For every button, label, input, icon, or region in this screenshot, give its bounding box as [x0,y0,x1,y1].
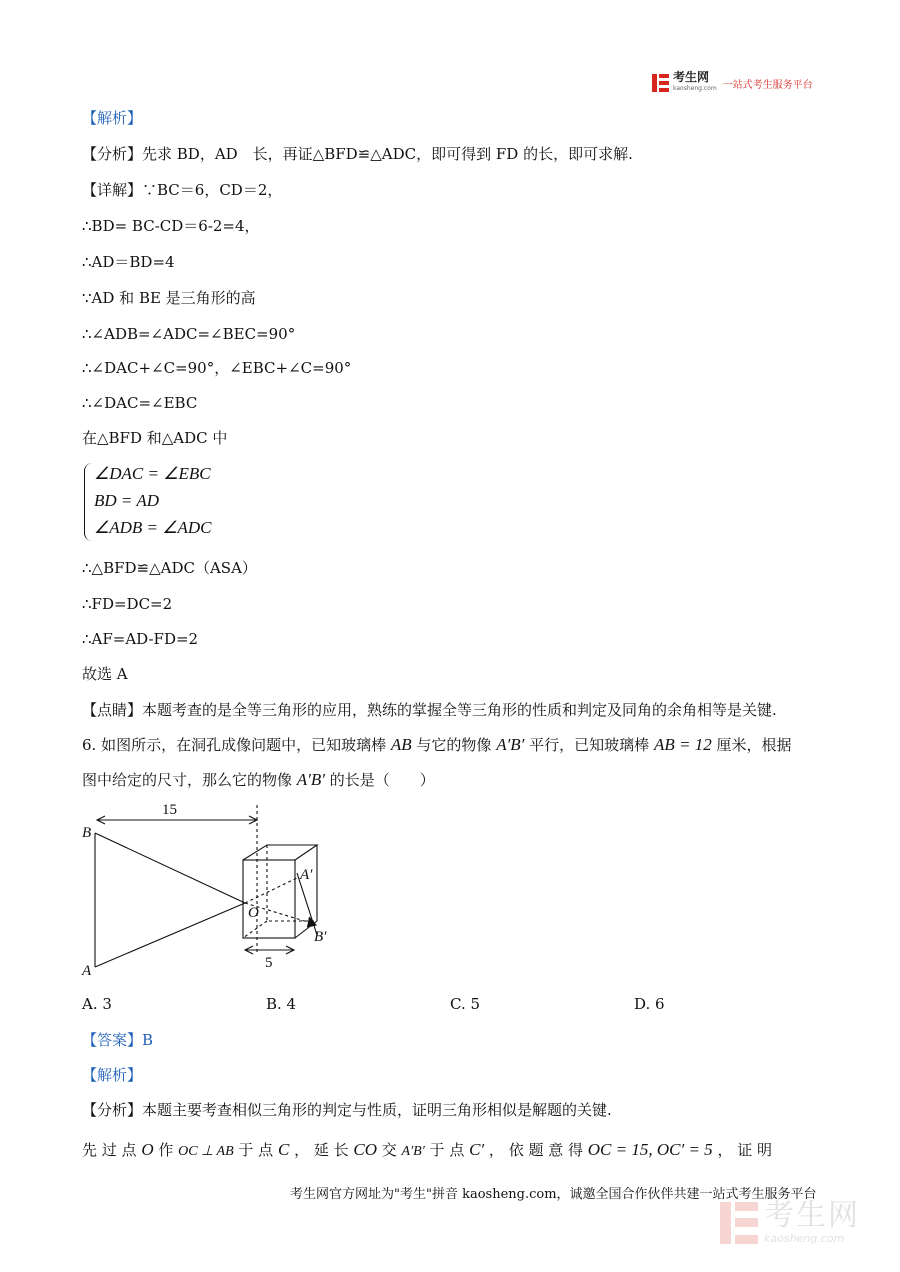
step-line: ∴AD＝BD=4 [82,253,175,271]
question-6-line-1: 6. 如图所示，在洞孔成像问题中，已知玻璃棒 AB 与它的物像 A′B′ 平行，已知玻璃棒 AB = 12 厘米，根据 [82,735,792,754]
question-6-line-2: 图中给定的尺寸，那么它的物像 A′B′ 的长是（ ） [82,770,435,789]
section-tag-jiexi-2: 【解析】 [82,1066,143,1084]
analysis-line-2: 【分析】本题主要考查相似三角形的判定与性质，证明三角形相似是解题的关键. [82,1101,612,1119]
detail-line: 【详解】∵BC＝6，CD＝2， [82,181,283,199]
system-eq-1: ∠DAC = ∠EBC [94,464,211,483]
header-slogan: 一站式考生服务平台 [722,79,813,91]
ray-o-aprime [245,877,299,903]
step-line: 在△BFD 和△ADC 中 [82,429,228,447]
step-line: ∴AF=AD-FD=2 [82,630,199,648]
option-c: C. 5 [450,995,481,1013]
watermark-logo-icon [720,1202,758,1244]
logo-name: 考生网 [673,70,710,84]
answer-line: 【答案】B [82,1031,154,1049]
system-eq-3: ∠ADB = ∠ADC [94,518,212,537]
box-top [243,845,317,860]
logo-domain: kaosheng.com [673,85,717,92]
step-line: ∵AD 和 BE 是三角形的高 [82,289,256,307]
box-hidden-diag [243,921,267,938]
proof-line: 先 过 点 O 作 OC ⊥ AB 于 点 C ， 延 长 CO 交 A′B′ 于 点 C′ ， 依 题 意 得 OC = 15, OC′ = 5 ， 证 明 [82,1140,772,1159]
comment-line: 【点睛】本题考查的是全等三角形的应用，熟练的掌握全等三角形的性质和判定及同角的余角相等是关键. [82,701,777,719]
label-b: B [82,825,92,841]
label-aprime: A′ [300,867,313,883]
header-logo [652,72,813,94]
label-5: 5 [265,955,273,971]
option-b: B. 4 [266,995,297,1013]
step-line: ∴∠DAC=∠EBC [82,394,198,412]
kaosheng-logo-icon [652,74,669,92]
watermark [720,1200,860,1245]
system-eq-2: BD = AD [94,491,159,510]
analysis-line: 【分析】先求 BD，AD 长，再证△BFD≌△ADC，即可得到 FD 的长，即可求解. [82,145,633,163]
label-a: A [82,963,92,979]
step-line: ∴BD= BC-CD＝6-2=4， [82,217,260,235]
step-line: ∴∠ADB=∠ADC=∠BEC=90° [82,325,296,343]
section-tag-jiexi: 【解析】 [82,109,143,127]
step-line: ∴FD=DC=2 [82,595,173,613]
watermark-domain: kaosheng.com [764,1232,845,1245]
equation-brace [84,463,93,541]
box-front [243,860,295,938]
option-d: D. 6 [634,995,665,1013]
step-line: ∴△BFD≌△ADC（ASA） [82,559,257,577]
label-bprime: B′ [314,929,327,945]
watermark-name: 考生网 [764,1198,860,1233]
box-hidden-edges [267,845,317,921]
option-a: A. 3 [82,995,112,1013]
label-o: O [248,905,259,921]
footer-text: 考生网官方网址为"考生"拼音 kaosheng.com，诚邀全国合作伙伴共建一站式考生服务平台 [290,1187,817,1202]
ray-a-o [95,903,245,967]
ray-b-o [95,833,245,903]
label-15: 15 [162,802,177,818]
pinhole-figure [78,795,348,985]
step-line: 故选 A [82,665,128,683]
step-line: ∴∠DAC+∠C=90°，∠EBC+∠C=90° [82,359,352,377]
